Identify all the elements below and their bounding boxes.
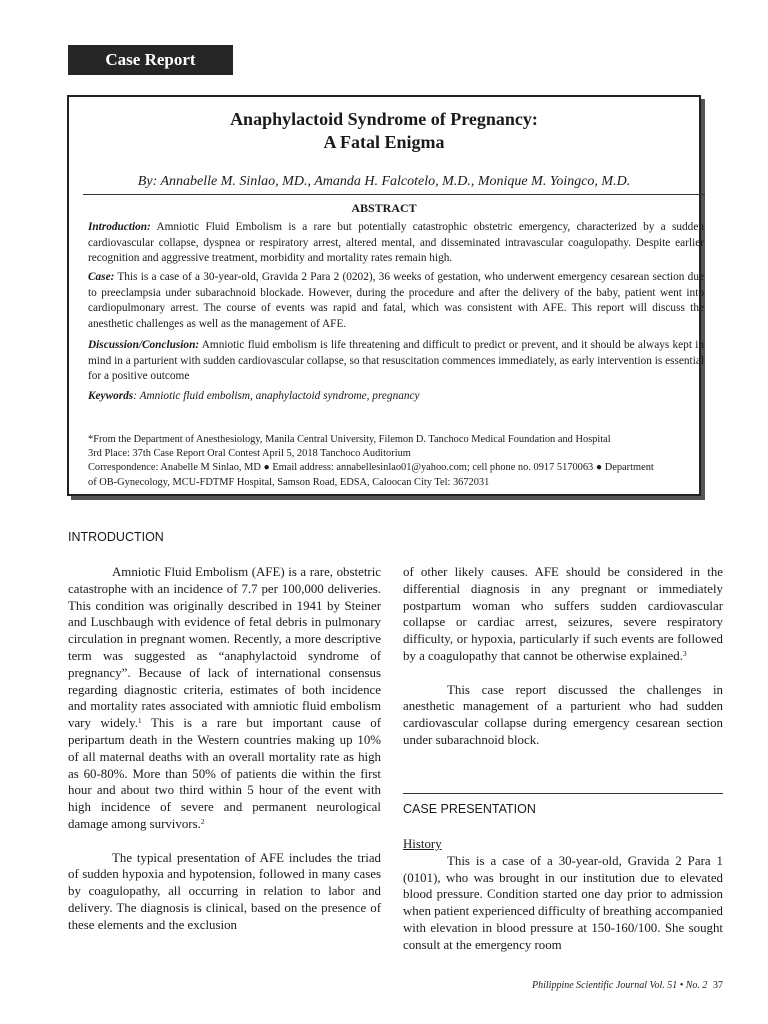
- note-line: *From the Department of Anesthesiology, Manila Central University, Filemon D. Tanchoco Medical Foundation and Hospital: [88, 434, 611, 445]
- article-title-line2: A Fatal Enigma: [323, 132, 445, 152]
- article-title-line1: Anaphylactoid Syndrome of Pregnancy:: [230, 109, 538, 129]
- abstract-box: [67, 95, 704, 496]
- abstract-disc-label: Discussion/Conclusion:: [88, 339, 200, 351]
- authors: By: Annabelle M. Sinlao, MD., Amanda H. Falcotelo, M.D., Monique M. Yoingco, M.D.: [137, 174, 631, 189]
- intro-p1-text: Amniotic Fluid Embolism (AFE) is a rare, obstetric catastrophe with an incidence of 7.7 per 100,000 deliveries. This condition was originally described in 1941 by Steiner and Luschbaugh with evidence of fetal debris in pulmonary circulation in pregnant women. Recently, a more descriptive term was suggested as “anaphylactoid syndrome of pregnancy”. Because of lack of international consensus regarding diagnostic criteria, estimates of both incidence and mortality rates associated with amniotic fluid embolism vary widely.: [68, 565, 381, 731]
- citation-2: 2: [200, 816, 205, 826]
- intro-paragraph-2: [68, 850, 381, 934]
- keywords-text: : Amniotic fluid embolism, anaphylactoid syndrome, pregnancy: [133, 390, 420, 402]
- abstract-intro-text: Amniotic Fluid Embolism is a rare but potentially catastrophic obstetric emergency, characterized by a sudden cardiovascular collapse, dyspnea or respiratory arrest, altered mental, and disseminated intravascular coagulopathy. Despite earlier recognition and aggressive treatment, morbidity and mortality rates remain high.: [88, 221, 704, 265]
- section-label: Case Report: [68, 45, 233, 75]
- abstract-intro-label: Introduction:: [88, 221, 151, 233]
- abstract-case: [88, 270, 704, 332]
- note-line: Correspondence: Anabelle M Sinlao, MD ● Email address: annabellesinlao01@yahoo.com; cell phone no. 0917 5170063 ● Department: [88, 462, 654, 474]
- citation-3: 3: [682, 648, 687, 658]
- journal-footer: Philippine Scientific Journal Vol. 51 • No. 2: [532, 980, 708, 991]
- section-divider: [403, 793, 723, 794]
- introduction-heading: INTRODUCTION: [68, 530, 164, 544]
- history-subheading: History: [403, 837, 442, 851]
- intro-p2-text: The typical presentation of AFE includes the triad of sudden hypoxia and hypotension, followed in many cases by coagulopathy, all occurring in relation to labor and delivery. The diagnosis is clinical, based on the presence of these elements and the exclusion: [68, 850, 381, 932]
- intro-paragraph-3: This case report discussed the challenges in anesthetic management of a parturient who had sudden cardiovascular collapse during emergency cesarean section under subarachnoid block.: [403, 682, 723, 747]
- case-presentation-heading: CASE PRESENTATION: [403, 802, 536, 816]
- note-line: 3rd Place: 37th Case Report Oral Contest April 5, 2018 Tanchoco Auditorium: [88, 448, 411, 460]
- intro-paragraph-2-continued: [403, 564, 723, 665]
- divider: [83, 194, 705, 195]
- intro-p2-continued-text: of other likely causes. AFE should be considered in the differential diagnosis in any pregnant or immediately postpartum woman who suffers sudden cardiovascular collapse or cardiac arrest, seizures, severe respiratory difficulty, or hypoxia, particularly if such events are followed by a coagulopathy that cannot be otherwise explained.: [403, 565, 723, 663]
- history-section: [403, 836, 723, 954]
- intro-paragraph-1: [68, 564, 381, 833]
- abstract-heading: ABSTRACT: [351, 201, 417, 215]
- right-column-intro: [403, 564, 723, 749]
- keywords-label: Keywords: [88, 390, 134, 402]
- left-column: [68, 564, 381, 934]
- abstract-case-label: Case:: [88, 271, 115, 283]
- abstract-case-text: This is a case of a 30-year-old, Gravida 2 Para 2 (0202), 36 weeks of gestation, who underwent emergency cesarean section due to preeclampsia under subarachnoid blockade. However, during the procedure and after the delivery of the baby, patient went into cardiopulmonary arrest. The course of events was rapid and fatal, which was consistent with AFE. This report will discuss the anesthetic challenges as well as the management of AFE.: [88, 271, 704, 330]
- note-line: of OB-Gynecology, MCU-FDTMF Hospital, Samson Road, EDSA, Caloocan City Tel: 3672031: [88, 476, 490, 488]
- intro-p1b-text: This is a rare but important cause of peripartum death in the Western countries making up 10% of all maternal deaths with an overall mortality rate as high as 60-80%. More than 50% of patients die within the first hour and about two third within 5 hour of the event with high incidence of severe and permanent neurological damage among survivors.: [68, 716, 381, 831]
- abstract-keywords: [88, 389, 704, 405]
- citation-1: 1: [137, 716, 142, 726]
- abstract-introduction: [88, 220, 704, 267]
- abstract-disc-text: Amniotic fluid embolism is life threatening and difficult to predict or prevent, and it should be always kept in mind in a parturient with sudden cardiovascular collapse, so that resuscitation commences immediately, as early intervention is essential for a positive outcome: [88, 339, 704, 383]
- history-paragraph: This is a case of a 30-year-old, Gravida 2 Para 1 (0101), who was brought in our institution due to elevated blood pressure. Condition started one day prior to admission when patient experienced difficulty of breathing accompanied with elevation in blood pressure at 150-160/100. She sought consult at the emergency room: [403, 853, 723, 952]
- affiliation-notes: [88, 433, 708, 490]
- page-number: 37: [713, 980, 723, 991]
- abstract-discussion: [88, 338, 704, 385]
